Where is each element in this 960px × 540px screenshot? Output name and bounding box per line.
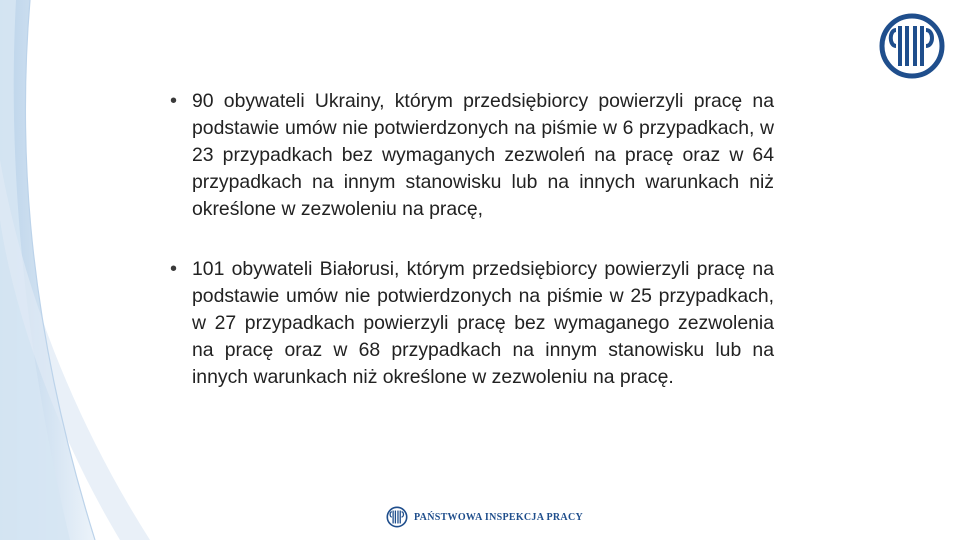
bullet-text-belarus: 101 obywateli Białorusi, którym przedsiębiorcy powierzyli pracę na podstawie umów nie potwierdzonych na piśmie w 25 przypadkach, w 27 przypadkach powierzyli pracę bez wymaganego zezwolenia na pracę oraz w 68 przypadkach na innym stanowisku lub na innych warunkach niż określone w zezwoleniu na pracę. xyxy=(192,258,774,388)
bullet-item-ukraine xyxy=(170,88,774,223)
bullet-dot-icon: • xyxy=(170,90,178,112)
bullet-list xyxy=(170,88,774,391)
footer-org-name: PAŃSTWOWA INSPEKCJA PRACY xyxy=(414,511,583,523)
bullet-item-belarus xyxy=(170,256,774,391)
bullet-text-ukraine: 90 obywateli Ukrainy, którym przedsiębiorcy powierzyli pracę na podstawie umów nie potwierdzonych na piśmie w 6 przypadkach, w 23 przypadkach bez wymaganych zezwoleń na pracę oraz w 64 przypadkach na innym stanowisku lub na innych warunkach niż określone w zezwoleniu na pracę, xyxy=(192,90,774,220)
pip-emblem-icon xyxy=(878,12,946,80)
bullet-dot-icon: • xyxy=(170,258,178,280)
pip-emblem-icon xyxy=(386,506,408,528)
footer-logo xyxy=(386,506,583,528)
